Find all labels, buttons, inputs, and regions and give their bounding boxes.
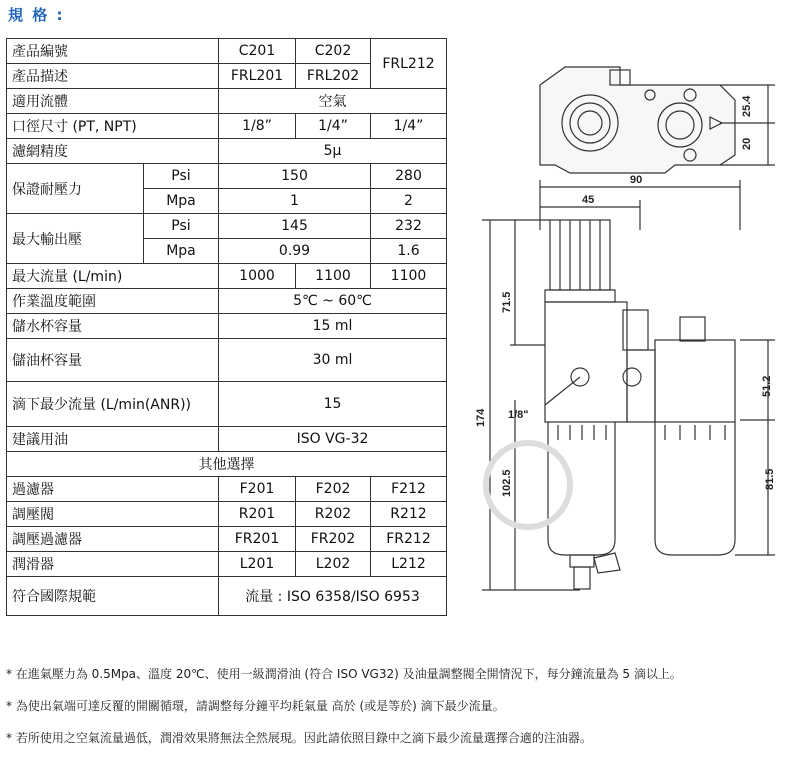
row-label: 保證耐壓力 xyxy=(7,164,144,214)
row-label: 適用流體 xyxy=(7,89,219,114)
table-row xyxy=(7,427,447,452)
table-row xyxy=(7,502,447,527)
cell: 5μ xyxy=(219,139,447,164)
row-label: 儲水杯容量 xyxy=(7,314,219,339)
cell: 1/4” xyxy=(371,114,447,139)
cell: 1000 xyxy=(219,264,296,289)
dim-81-5: 81.5 xyxy=(764,468,776,490)
cell: 空氣 xyxy=(219,89,447,114)
table-row xyxy=(7,382,447,427)
table-row xyxy=(7,552,447,577)
cell: L201 xyxy=(219,552,296,577)
cell: FRL212 xyxy=(371,39,447,89)
row-label: 濾網精度 xyxy=(7,139,219,164)
cell: FRL202 xyxy=(296,64,371,89)
footnote: * 為使出氣端可達反覆的開關循環，請調整每分鐘平均耗氣量 高於 (或是等於) 滴下最少流量。 xyxy=(6,699,505,713)
cell: 232 xyxy=(371,214,447,239)
unit-cell: Mpa xyxy=(144,239,219,264)
cell: R201 xyxy=(219,502,296,527)
table-row xyxy=(7,339,447,382)
cell: L202 xyxy=(296,552,371,577)
spec-table xyxy=(6,38,447,616)
cell: 1/8” xyxy=(219,114,296,139)
table-row xyxy=(7,164,447,189)
footnote: * 在進氣壓力為 0.5Mpa、溫度 20℃、使用一級潤滑油 (符合 ISO VG32) 及油量調整閥全開情況下，每分鐘流量為 5 滴以上。 xyxy=(6,667,682,681)
row-label: 產品編號 xyxy=(7,39,219,64)
dim-90: 90 xyxy=(630,174,643,186)
cell: F201 xyxy=(219,477,296,502)
row-label: 建議用油 xyxy=(7,427,219,452)
cell: 15 xyxy=(219,382,447,427)
cell: F202 xyxy=(296,477,371,502)
row-label: 作業溫度範圍 xyxy=(7,289,219,314)
cell: ISO VG-32 xyxy=(219,427,447,452)
cell: 15 ml xyxy=(219,314,447,339)
dim-174: 174 xyxy=(475,408,487,427)
table-row xyxy=(7,264,447,289)
cell: R202 xyxy=(296,502,371,527)
dim-71-5: 71.5 xyxy=(501,291,513,313)
table-row xyxy=(7,452,447,477)
unit-cell: Mpa xyxy=(144,189,219,214)
cell: L212 xyxy=(371,552,447,577)
row-label: 調壓閥 xyxy=(7,502,219,527)
cell: 30 ml xyxy=(219,339,447,382)
cell: 280 xyxy=(371,164,447,189)
table-row xyxy=(7,39,447,64)
cell: 流量 : ISO 6358/ISO 6953 xyxy=(219,577,447,616)
dim-port: 1/8" xyxy=(508,409,529,421)
table-row xyxy=(7,214,447,239)
table-row xyxy=(7,527,447,552)
table-row xyxy=(7,114,447,139)
dim-102-5: 102.5 xyxy=(501,469,513,497)
table-row xyxy=(7,289,447,314)
row-label: 產品描述 xyxy=(7,64,219,89)
cell: 150 xyxy=(219,164,371,189)
spec-heading: 規 格 : xyxy=(8,6,65,24)
cell: 1100 xyxy=(371,264,447,289)
footnote: * 若所使用之空氣流量過低，潤滑效果將無法全然展現。因此請依照目錄中之滴下最少流量選擇合適的注油器。 xyxy=(6,731,592,745)
cell: 1100 xyxy=(296,264,371,289)
unit-cell: Psi xyxy=(144,214,219,239)
table-row xyxy=(7,477,447,502)
cell: FR201 xyxy=(219,527,296,552)
cell: FR212 xyxy=(371,527,447,552)
section-header: 其他選擇 xyxy=(7,452,447,477)
cell: C202 xyxy=(296,39,371,64)
cell: 145 xyxy=(219,214,371,239)
table-row xyxy=(7,139,447,164)
cell: R212 xyxy=(371,502,447,527)
cell: 2 xyxy=(371,189,447,214)
cell: 0.99 xyxy=(219,239,371,264)
unit-cell: Psi xyxy=(144,164,219,189)
row-label: 口徑尺寸 (PT, NPT) xyxy=(7,114,219,139)
cell: C201 xyxy=(219,39,296,64)
row-label: 過濾器 xyxy=(7,477,219,502)
cell: 5℃ ~ 60℃ xyxy=(219,289,447,314)
cell: F212 xyxy=(371,477,447,502)
row-label: 最大流量 (L/min) xyxy=(7,264,219,289)
cell: 1/4” xyxy=(296,114,371,139)
row-label: 潤滑器 xyxy=(7,552,219,577)
cell: 1 xyxy=(219,189,371,214)
table-row xyxy=(7,577,447,616)
table-row xyxy=(7,314,447,339)
cell: FR202 xyxy=(296,527,371,552)
cell: 1.6 xyxy=(371,239,447,264)
frl-dimension-drawing xyxy=(470,55,795,600)
row-label: 儲油杯容量 xyxy=(7,339,219,382)
table-row xyxy=(7,89,447,114)
footnotes xyxy=(6,667,682,763)
row-label: 符合國際規範 xyxy=(7,577,219,616)
cell: FRL201 xyxy=(219,64,296,89)
dim-51-2: 51.2 xyxy=(761,375,773,397)
row-label: 最大輸出壓 xyxy=(7,214,144,264)
dim-20: 20 xyxy=(741,137,753,150)
dim-25-4: 25.4 xyxy=(741,95,753,117)
row-label: 滴下最少流量 (L/min(ANR)) xyxy=(7,382,219,427)
row-label: 調壓過濾器 xyxy=(7,527,219,552)
dim-45: 45 xyxy=(582,194,595,206)
